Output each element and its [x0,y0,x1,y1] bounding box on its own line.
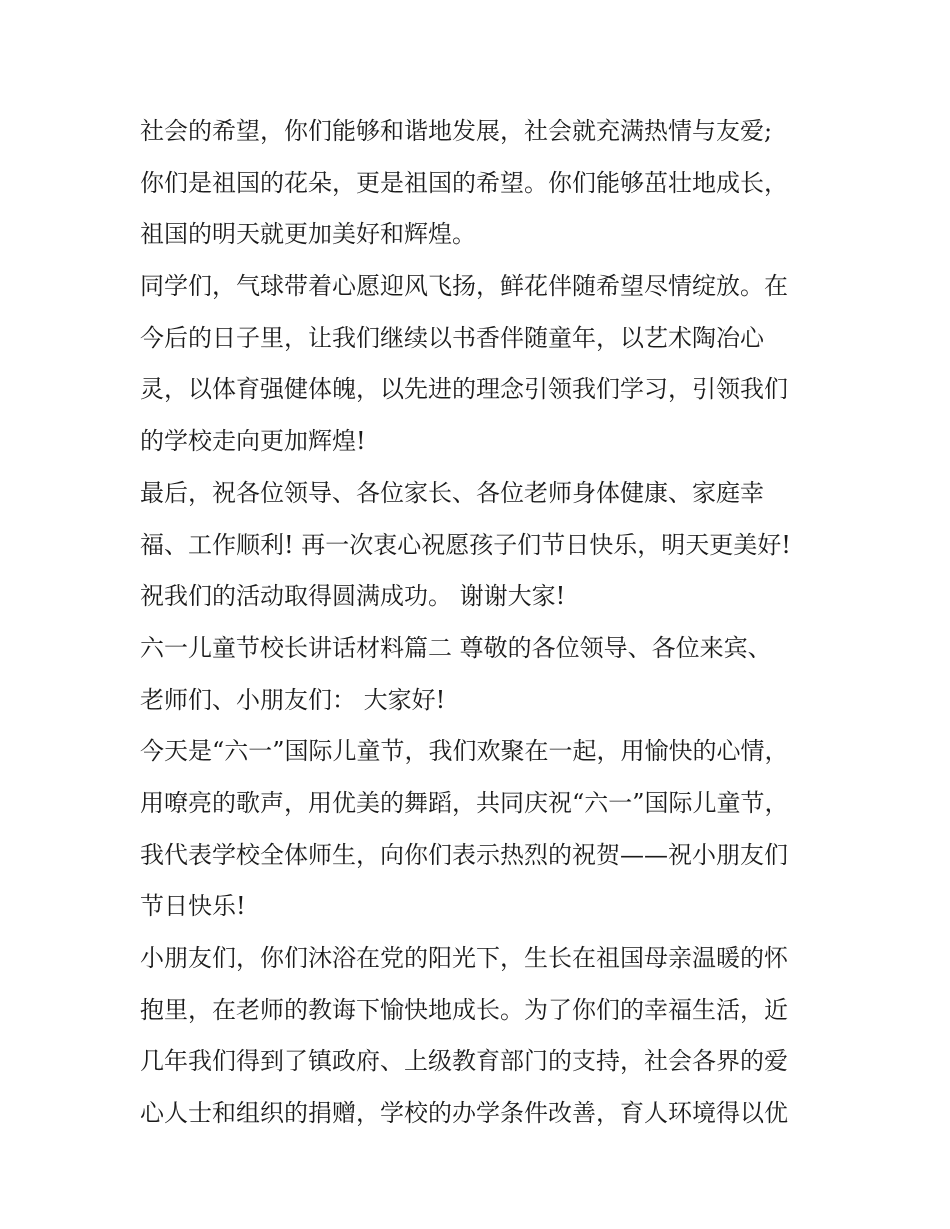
text-line: 我代表学校全体师生，向你们表示热烈的祝贺——祝小朋友们 [140,840,788,869]
text-line: 福、工作顺利! 再一次衷心祝愿孩子们节日快乐，明天更美好! [140,530,791,559]
text-line: 社会的希望，你们能够和谐地发展，社会就充满热情与友爱; [140,117,773,145]
text-line: 灵，以体育强健体魄，以先进的理念引领我们学习，引领我们 [140,375,788,404]
text-line: 心人士和组织的捐赠，学校的办学条件改善，育人环境得以优 [140,1099,788,1128]
text-line: 今天是“六一”国际儿童节，我们欢聚在一起，用愉快的心情， [140,737,789,766]
text-line: 用嘹亮的歌声，用优美的舞蹈，共同庆祝“六一”国际儿童节， [140,788,789,817]
text-line: 同学们，气球带着心愿迎风飞扬，鲜花伴随希望尽情绽放。在 [140,272,788,301]
text-line: 节日快乐! [140,892,246,921]
text-line: 六一儿童节校长讲话材料篇二 尊敬的各位领导、各位来宾、 [140,633,772,662]
text-line: 祖国的明天就更加美好和辉煌。 [140,220,476,249]
text-line: 今后的日子里，让我们继续以书香伴随童年，以艺术陶冶心 [140,323,764,352]
text-line: 最后，祝各位领导、各位家长、各位老师身体健康、家庭幸 [140,478,764,507]
text-line: 小朋友们，你们沐浴在党的阳光下，生长在祖国母亲温暖的怀 [140,944,788,972]
text-line: 抱里，在老师的教诲下愉快地成长。为了你们的幸福生活，近 [140,995,788,1024]
text-line: 祝我们的活动取得圆满成功。 谢谢大家! [140,582,566,611]
text-line: 的学校走向更加辉煌! [140,427,366,456]
text-line: 几年我们得到了镇政府、上级教育部门的支持，社会各界的爱 [140,1047,788,1076]
document-body [140,106,820,1140]
text-line: 你们是祖国的花朵，更是祖国的希望。你们能够茁壮地成长， [140,168,788,197]
text-line: 老师们、小朋友们： 大家好! [140,685,446,714]
